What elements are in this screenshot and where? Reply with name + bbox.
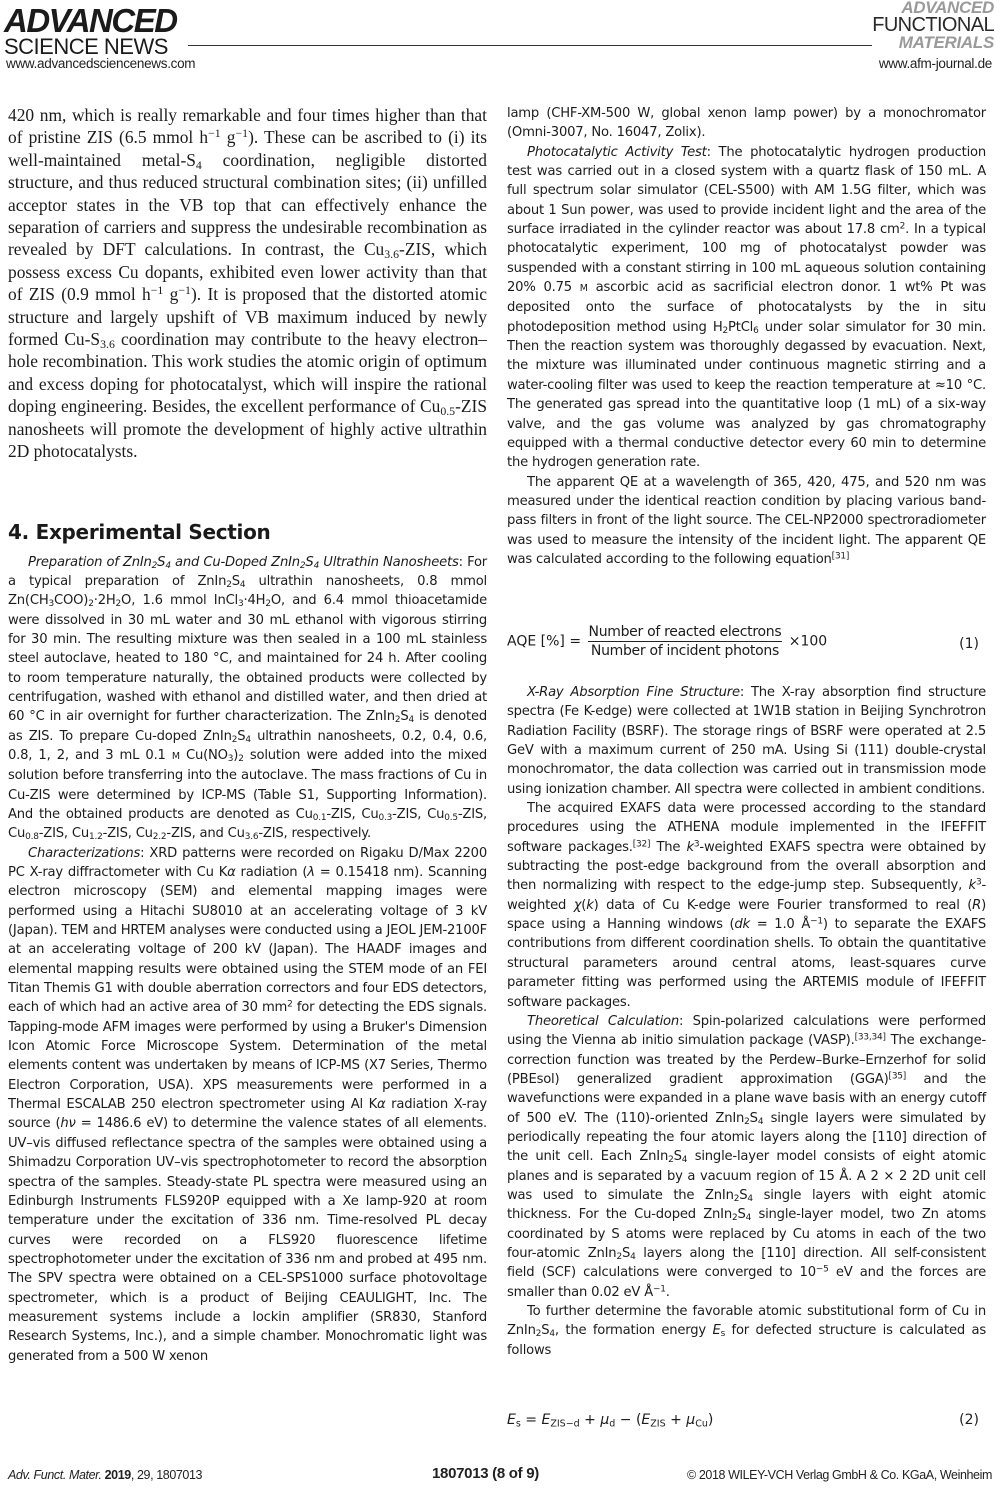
footer-journal-abbrev: Adv. Funct. Mater. bbox=[8, 1468, 102, 1482]
preparation-paragraph: Preparation of $ZnIn_2S_4$ and Cu-Doped $ZnIn_2S_4$ Ultrathin Nanosheets: For a typical preparation of $ZnIn_2S_4$ ultrathin nanosheets, 0.8 mmol $Zn(CH_3COO)_2\cdot 2H_2O$, 1.6 mmol $InCl_3\cdot 4H_2O$, and 6.4 mmol thioacetamide were dissolved in 30 mL water and 30 mL ethanol with vigorous stirring for 30 min. The resulting mixture was then sealed in a 100 mL stainless steel autoclave, heated to 180 °C, and maintained for 24 h. After cooling to room temperature naturally, the obtained products were collected by centrifugation, washed with ethanol and distilled water, and then dried at 60 °C in air overnight for further characterization. The $ZnIn_2S_4$ is denoted as ZIS. To prepare Cu-doped $ZnIn_2S_4$ ultrathin nanosheets, 0.2, 0.4, 0.6, 0.8, 1, 2, and 3 mL 0.1 M $Cu(NO_3)_2$ solution were added into the mixed solution before transferring into the autoclave. The mass fractions of Cu in Cu-ZIS were determined by ICP-MS (Table S1, Supporting Information). And the obtained products are denoted as $Cu_{0.1}$-ZIS, $Cu_{0.3}$-ZIS, $Cu_{0.5}$-ZIS, $Cu_{0.8}$-ZIS, $Cu_{1.2}$-ZIS, $Cu_{2.2}$-ZIS, and $Cu_{3.6}$-ZIS, respectively. bbox=[8, 554, 488, 843]
journal-url-link[interactable]: www.afm-journal.de bbox=[878, 56, 992, 71]
footer-citation bbox=[8, 1468, 202, 1482]
equation-1-denominator: Number of incident photons bbox=[590, 643, 779, 659]
footer-copyright: © 2018 WILEY-VCH Verlag GmbH & Co. KGaA, Weinheim bbox=[686, 1468, 992, 1482]
continuation-paragraph: lamp (CHF-XM-500 W, global xenon lamp power) by a monochromator (Omni-3007, No. 16047, Zolix). bbox=[507, 106, 986, 141]
footer-year: 2019 bbox=[104, 1468, 131, 1482]
equation-1-number: (1) bbox=[959, 636, 979, 652]
equation-1-numerator: Number of reacted electrons bbox=[588, 624, 782, 640]
journal-logo-line-1: ADVANCED bbox=[901, 0, 994, 17]
theoretical-calculation-paragraph: Theoretical Calculation: Spin-polarized calculations were performed using the Vienna ab initio simulation package (VASP).[33,34] The exchange-correction function was treated by the Perdew–Burke–Ernzerhof for solid (PBEsol) generalized gradient approximation (GGA)[35] and the wavefunctions were expanded in a plane wave basis with an energy cutoff of 500 eV. The (110)-oriented $ZnIn_2S_4$ single layers were simulated by periodically repeating the four atomic layers along the [110] direction of the unit cell. Each $ZnIn_2S_4$ single-layer model consists of eight atomic planes and is separated by a vacuum region of 15 Å. A 2 × 2 2D unit cell was used to simulate the $ZnIn_2S_4$ single layers with eight atomic thickness. For the Cu-doped $ZnIn_2S_4$ single-layer model, two Zn atoms coordinated by S atoms were replaced by Cu atoms in each of the two four-atomic $ZnIn_2S_4$ layers along the [110] direction. All self-consistent field (SCF) calculations were converged to $10^{-5}$ eV and the forces are smaller than 0.02 eV $Å^{-1}$. bbox=[507, 1013, 986, 1300]
advanced-science-news-logo[interactable] bbox=[4, 1, 177, 59]
photocatalytic-activity-paragraph: Photocatalytic Activity Test: The photocatalytic hydrogen production test was carried out in a closed system with a quartz flask of 150 mL. A full spectrum solar simulator (CEL-S500) with AM 1.5G filter, which was about 1 Sun power, was used to provide incident light and the area of the surface irradiated in the cylinder reactor was about 17.8 $cm^2$. In a typical photocatalytic experiment, 100 mg of photocatalyst powder was suspended with a constant stirring in 100 mL aqueous solution containing 20% 0.75 M ascorbic acid as sacrificial electron donor. 1 wt% Pt was deposited onto the surface of photocatalysts by the in situ photodeposition method using $H_2PtCl_6$ under solar simulator for 30 min. Then the reaction system was thoroughly degassed by evacuation. Next, the mixture was illuminated under continuous magnetic stirring and a water-cooling filter was used to keep the reaction temperature at ≈10 °C. The generated gas spread into the quantitative loop (1 mL) of a six-way valve, and the gas volume was analyzed by gas chromatography equipped with a thermal conductive detector every 60 min to determine the hydrogen generation rate. bbox=[507, 144, 986, 471]
left-column bbox=[8, 104, 487, 1366]
characterizations-paragraph: Characterizations: XRD patterns were recorded on Rigaku D/Max 2200 PC X-ray diffractometer with Cu Kα radiation (λ = 0.15418 nm). Scanning electron microscopy (SEM) and elemental mapping images were performed using a Hitachi SU8010 at an accelerating voltage of 3 kV (Japan). TEM and HRTEM analyses were conducted using a JEOL JEM-2100F at an accelerating voltage of 200 kV (Japan). The HAADF images and elemental mapping results were obtained using the STEM mode of an FEI Titan Themis G1 with double aberration correctors and four EDS detectors, each of which had an active area of 30 $mm^2$ for detecting the EDS signals. Tapping-mode AFM images were performed by using a Bruker's Dimension Icon Atomic Force Microscope System. Determination of the metal elements content was undertaken by means of ICP-MS (X7 Series, Thermo Electron Corporation, USA). XPS measurements were performed in a Thermal ESCALAB 250 electron spectrometer using Al Kα radiation X-ray source (hν = 1486.6 eV) to determine the valence states of all elements. UV–vis diffused reflectance spectra of the samples were obtained using a Shimadzu Corporation UV–vis spectrophotometer to record the absorption spectra of the samples. Steady-state PL spectra were measured using an Edinburgh Instruments FLS920P equipped with a Xe lamp-920 at room temperature under the excitation of 336 nm. Time-resolved PL decay curves were recorded on a FLS920 fluorescence lifetime spectrophotometer under the excitation of 336 nm and probed at 495 nm. The SPV spectra were obtained on a CEL-SPS1000 surface photovoltage spectrometer, which is a product of Beijing CEAULIGHT, Inc. The measurement systems include a lockin amplifier (SR830, Stanford Research Systems, Inc.), and a simple chamber. Monochromatic light was generated from a 500 W xenon bbox=[8, 845, 488, 1364]
logo-line-advanced: ADVANCED bbox=[4, 1, 177, 40]
exafs-paragraph: The acquired EXAFS data were processed according to the standard procedures using the ATHENA module implemented in the IFEFFIT software packages.[32] The $k^3$-weighted EXAFS spectra were obtained by subtracting the post-edge background from the overall absorption and then normalizing with respect to the edge-jump step. Subsequently, $k^3$-weighted χ(k) data of Cu K-edge were Fourier transformed to real (R) space using a Hanning windows (dk = 1.0 $Å^{-1}$) to separate the EXAFS contributions from different coordination shells. To obtain the quantitative structural parameters around central atoms, least-squares curve parameter fitting was performed using the ARTEMIS module of IFEFFIT software packages. bbox=[507, 801, 986, 1010]
equation-2-expression: $E_s = E_{ZIS-d} + \mu_d - (E_{ZIS} + \mu_{Cu})$ bbox=[507, 1412, 714, 1430]
equation-1-lhs: AQE [%] = bbox=[507, 633, 582, 650]
right-column bbox=[507, 104, 986, 569]
section-heading-experimental: 4. Experimental Section bbox=[8, 519, 271, 544]
equation-2-number: (2) bbox=[959, 1412, 979, 1428]
equation-1-multiplier: ×100 bbox=[788, 633, 828, 650]
xafs-paragraph: X-Ray Absorption Fine Structure: The X-ray absorption find structure spectra (Fe K-edge) were collected at 1W1B station in Beijing Synchrotron Radiation Facility (BSRF). The storage rings of BSRF were operated at 2.5 GeV with a maximum current of 250 mA. Using Si (111) double-crystal monochromator, the data collection was carried out in transmission mode using ionization chamber. All spectra were collected in ambient conditions. bbox=[507, 685, 986, 797]
publisher-url-link[interactable]: www.advancedsciencenews.com bbox=[6, 56, 196, 71]
header-divider bbox=[188, 45, 872, 46]
apparent-qe-paragraph: The apparent QE at a wavelength of 365, 420, 475, and 520 nm was measured under the identical reaction condition by placing various band-pass filters in front of the light source. The CEL-NP2000 spectroradiometer was used to measure the intensity of the incident light. The apparent QE was calculated according to the following equation[31] bbox=[507, 474, 986, 567]
formation-energy-paragraph: To further determine the favorable atomic substitutional form of Cu in $ZnIn_2S_4$, the formation energy $E_s$ for defected structure is calculated as follows bbox=[507, 1304, 986, 1358]
journal-logo-line-2: FUNCTIONAL bbox=[872, 14, 994, 37]
equation-1 bbox=[507, 624, 979, 659]
logo-line-science-news: SCIENCE NEWS bbox=[4, 34, 168, 59]
conclusion-paragraph: 420 nm, which is really remarkable and four times higher than that of pristine ZIS (6.5 mmol $h^{-1}$ $g^{-1}$). These can be ascribed to (i) its well-maintained metal-$S_4$ coordination, negligible distorted structure, and thus reduced structural combination sites; (ii) unfilled acceptor states in the VB top that can effectively enhance the separation of carriers and suppress the undesirable recombination as revealed by DFT calculations. In contrast, the $Cu_{3.6}$-ZIS, which possess excess Cu dopants, exhibited even lower activity than that of ZIS (0.9 mmol $h^{-1}$ $g^{-1}$). It is proposed that the distorted atomic structure and largely upshift of VB maximum induced by newly formed $Cu-S_{3.6}$ coordination may contribute to the heavy electron–hole recombination. This work studies the atomic origin of optimum and excess doping for photocatalyst, which will inspire the rational doping engineering. Besides, the excellent performance of $Cu_{0.5}$-ZIS nanosheets will promote the development of highly active ultrathin 2D photocatalysts. bbox=[8, 105, 488, 462]
equation-2 bbox=[507, 1412, 979, 1428]
equation-1-fraction bbox=[588, 624, 783, 659]
journal-logo-line-3: MATERIALS bbox=[898, 33, 994, 53]
footer-volume-article: , 29, 1807013 bbox=[130, 1468, 203, 1482]
right-column-lower bbox=[507, 683, 986, 1360]
footer-page-number: 1807013 (8 of 9) bbox=[432, 1465, 539, 1482]
advanced-functional-materials-logo[interactable] bbox=[872, 0, 994, 51]
